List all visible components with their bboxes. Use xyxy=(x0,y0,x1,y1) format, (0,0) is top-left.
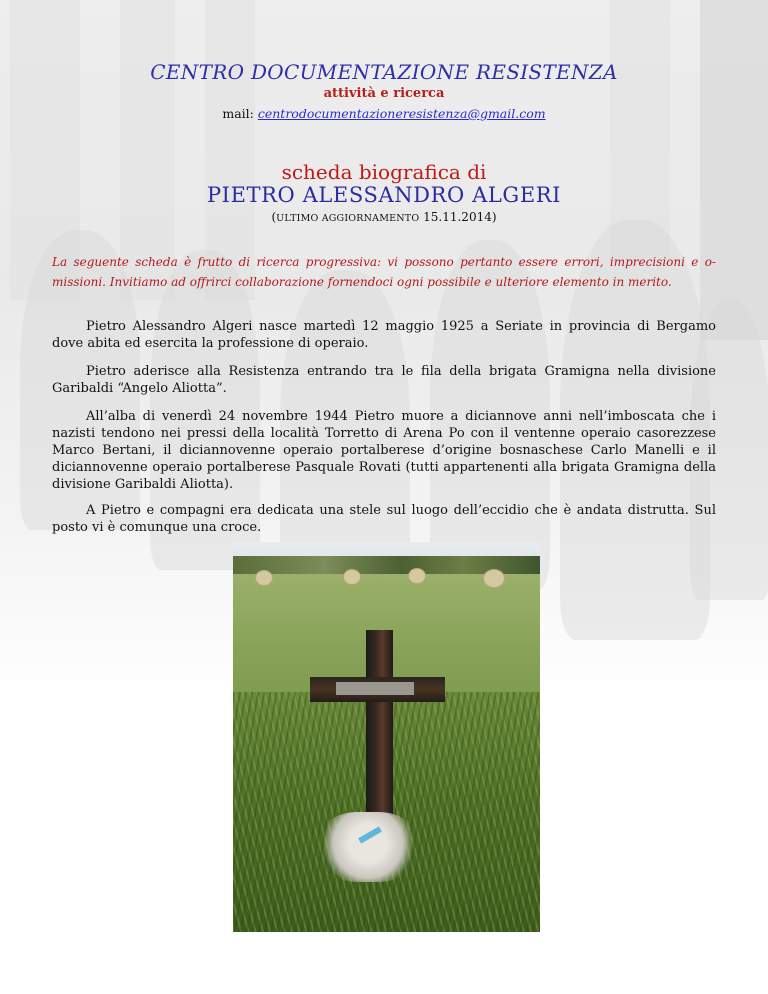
email-link[interactable]: centrodocumentazioneresistenza@gmail.com xyxy=(257,106,546,121)
paragraph-resistance: Pietro aderisce alla Resistenza entrando tra le fila della brigata Gramigna nella divisione Garibaldi “Angelo Aliotta”. xyxy=(52,364,716,396)
mail-label: mail: xyxy=(222,106,254,121)
flower-bouquet-icon xyxy=(318,812,418,882)
disclaimer-note: La seguente scheda è frutto di ricerca progressiva: vi possono pertanto essere errori, imprecisioni e o-missioni. Invitiamo ad offrirci collaborazione fornendoci ogni possibile e ulteriore elemento in merito. xyxy=(52,255,716,289)
update-date: 15.11.2014) xyxy=(423,210,497,224)
contact-line xyxy=(0,106,768,121)
paragraph-death: All’alba di venerdì 24 novembre 1944 Pietro muore a diciannove anni nell’imboscata che i nazisti tendono nei pressi della località Torretto di Arena Po con il ventenne operaio casorezzese Marco Bertani, il diciannovenne operaio portalberese d’origine bosnaschese Carlo Manelli e il diciannovenne operaio portalberese Pasquale Rovati (tutti appartenenti alla brigata Gramigna della divisione Garibaldi Aliotta). xyxy=(52,409,716,492)
organization-title: CENTRO DOCUMENTAZIONE RESISTENZA xyxy=(150,60,618,84)
paragraph-birth: Pietro Alessandro Algeri nasce martedì 12 maggio 1925 a Seriate in provincia di Bergamo dove abita ed esercita la professione di operaio. xyxy=(52,319,716,351)
memorial-cross-photo xyxy=(233,542,540,932)
last-update xyxy=(0,210,768,224)
organization-subtitle: attività e ricerca xyxy=(323,86,445,101)
card-heading: scheda biografica di xyxy=(281,160,487,184)
update-open: ( xyxy=(271,210,277,224)
update-label: ULTIMO AGGIORNAMENTO xyxy=(276,213,420,224)
person-name: PIETRO ALESSANDRO ALGERI xyxy=(206,183,562,207)
paragraph-memorial: A Pietro e compagni era dedicata una stele sul luogo dell’eccidio che è andata distrutta. Sul posto vi è comunque una croce. xyxy=(52,503,716,535)
